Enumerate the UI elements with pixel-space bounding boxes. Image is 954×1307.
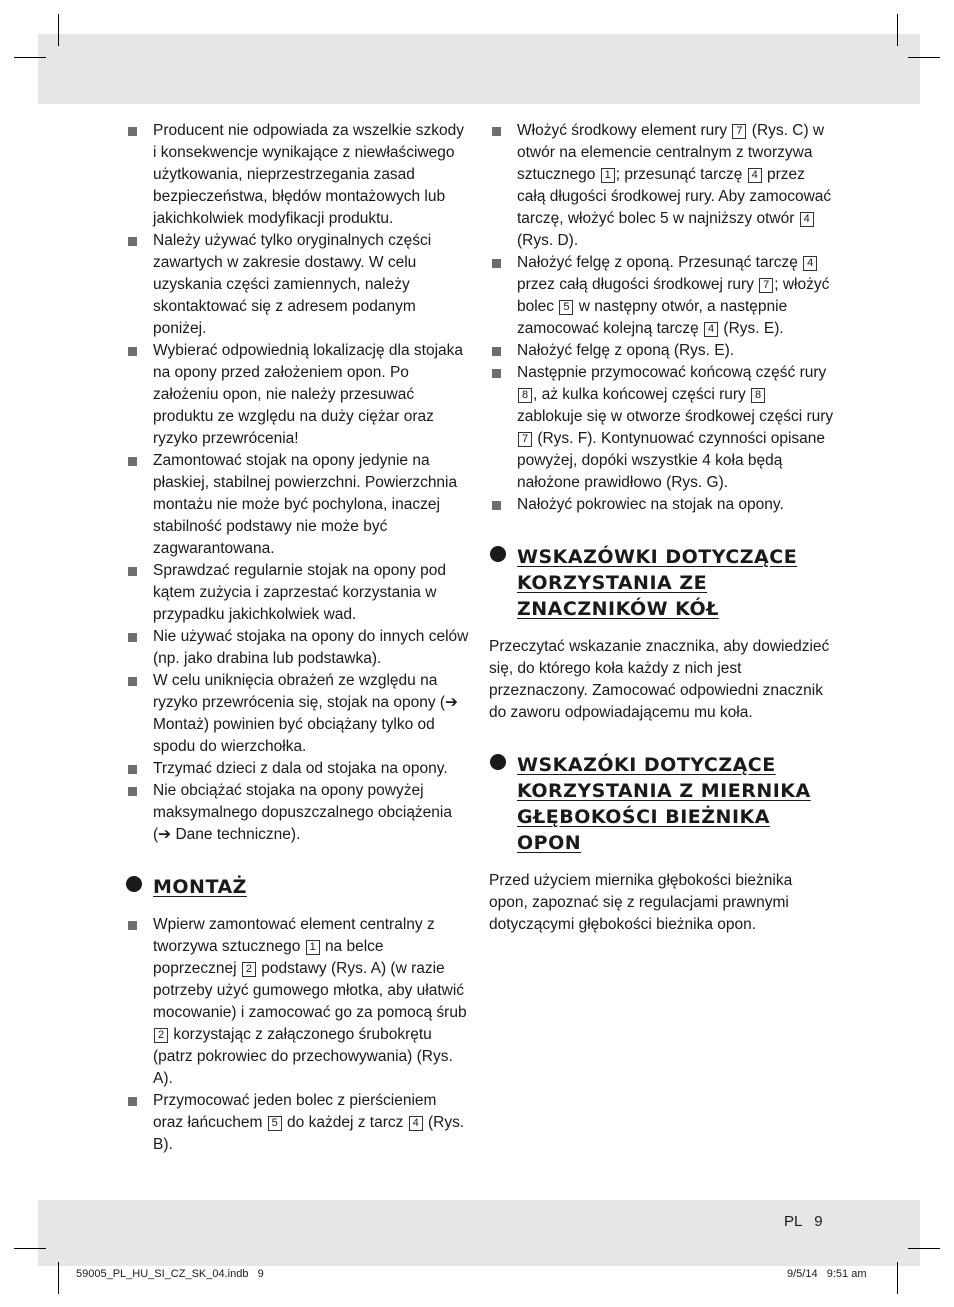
part-number-badge: 4 bbox=[748, 168, 762, 183]
right-column bbox=[489, 120, 834, 936]
bullet-square-icon bbox=[128, 567, 137, 576]
left-column bbox=[125, 120, 470, 1156]
bullet-square-icon bbox=[492, 259, 501, 268]
bullet-square-icon bbox=[128, 633, 137, 642]
part-number-badge: 5 bbox=[559, 300, 573, 315]
part-number-badge: 2 bbox=[242, 962, 256, 977]
part-number-badge: 8 bbox=[751, 388, 765, 403]
list-item: W celu uniknięcia obrażeń ze względu na ryzyko przewrócenia się, stojak na opony (➔ Montaż) powinien być obciążany tylko od spodu do wierzchołka. bbox=[125, 670, 470, 758]
part-number-badge: 4 bbox=[409, 1116, 423, 1131]
list-item: Zamontować stojak na opony jedynie na płaskiej, stabilnej powierzchni. Powierzchnia montażu nie może być pochylona, inaczej stabilność podstawy nie może być zagwarantowana. bbox=[125, 450, 470, 560]
bullet-square-icon bbox=[492, 501, 501, 510]
bullet-square-icon bbox=[492, 347, 501, 356]
part-number-badge: 4 bbox=[800, 212, 814, 227]
bullet-dot-icon bbox=[126, 876, 142, 892]
paragraph: Przeczytać wskazanie znacznika, aby dowiedzieć się, do którego koła każdy z nich jest przeznaczony. Zamocować odpowiedni znacznik do zaworu odpowiadającemu mu koła. bbox=[489, 638, 830, 721]
bullet-square-icon bbox=[492, 369, 501, 378]
bullet-square-icon bbox=[128, 237, 137, 246]
list-item: Producent nie odpowiada za wszelkie szkody i konsekwencje wynikające z niewłaściwego użytkowania, nieprzestrzegania zasad bezpieczeństwa, błędów montażowych lub jakichkolwiek modyfikacji produktu. bbox=[125, 120, 470, 230]
part-number-badge: 4 bbox=[803, 256, 817, 271]
section-heading-wheel-markers: WSKAZÓWKI DOTYCZĄCE KORZYSTANIA ZE ZNACZNIKÓW KÓŁ bbox=[489, 544, 834, 622]
crop-mark bbox=[897, 14, 898, 46]
crop-mark bbox=[908, 57, 940, 58]
list-item: Nałożyć felgę z oponą (Rys. E). bbox=[489, 340, 834, 362]
list-item: Nie używać stojaka na opony do innych celów (np. jako drabina lub podstawka). bbox=[125, 626, 470, 670]
bullet-dot-icon bbox=[490, 546, 506, 562]
crop-mark bbox=[14, 1248, 46, 1249]
list-item: Należy używać tylko oryginalnych części zawartych w zakresie dostawy. W celu uzyskania części zamiennych, należy skontaktować się z adresem podanym poniżej. bbox=[125, 230, 470, 340]
list-item: Sprawdzać regularnie stojak na opony pod kątem zużycia i zaprzestać korzystania w przypadku jakichkolwiek wad. bbox=[125, 560, 470, 626]
crop-mark bbox=[58, 14, 59, 46]
section-heading-montaz: MONTAŻ bbox=[125, 874, 470, 900]
part-number-badge: 2 bbox=[154, 1028, 168, 1043]
bullet-square-icon bbox=[128, 677, 137, 686]
part-number-badge: 7 bbox=[759, 278, 773, 293]
crop-mark bbox=[58, 1262, 59, 1294]
bullet-square-icon bbox=[128, 347, 137, 356]
part-number-badge: 4 bbox=[704, 322, 718, 337]
footer-datetime: 9/5/14 9:51 am bbox=[787, 1268, 867, 1280]
footer-filename: 59005_PL_HU_SI_CZ_SK_04.indb 9 bbox=[76, 1268, 264, 1280]
part-number-badge: 8 bbox=[518, 388, 532, 403]
part-number-badge: 1 bbox=[601, 168, 615, 183]
list-item: Przymocować jeden bolec z pierścieniem oraz łańcuchem 5 do każdej z tarcz 4 (Rys. B). bbox=[125, 1090, 470, 1156]
bullet-square-icon bbox=[128, 921, 137, 930]
crop-mark bbox=[908, 1248, 940, 1249]
section-heading-tread-gauge: WSKAZÓKI DOTYCZĄCE KORZYSTANIA Z MIERNIKA GŁĘBOKOŚCI BIEŻNIKA OPON bbox=[489, 752, 834, 856]
part-number-badge: 1 bbox=[306, 940, 320, 955]
bullet-dot-icon bbox=[490, 754, 506, 770]
list-item: Wpierw zamontować element centralny z tworzywa sztucznego 1 na belce poprzecznej 2 podstawy (Rys. A) (w razie potrzeby użyć gumowego młotka, aby ułatwić mocowanie) i zamocować go za pomocą śrub 2 korzystając z załączonego śrubokrętu (patrz pokrowiec do przechowywania) (Rys. A). bbox=[125, 914, 470, 1090]
part-number-badge: 7 bbox=[732, 124, 746, 139]
list-item: Następnie przymocować końcową część rury 8 , aż kulka końcowej części rury 8 zablokuje się w otworze środkowej części rury 7 (Rys. F). Kontynuować czynności opisane powyżej, dopóki wszystkie 4 koła będą nałożone prawidłowo (Rys. G). bbox=[489, 362, 834, 494]
crop-mark bbox=[14, 57, 46, 58]
header-band bbox=[38, 34, 920, 104]
bullet-square-icon bbox=[492, 127, 501, 136]
bullet-square-icon bbox=[128, 1097, 137, 1106]
list-item: Trzymać dzieci z dala od stojaka na opony. bbox=[125, 758, 470, 780]
page-number: PL 9 bbox=[784, 1213, 823, 1230]
crop-mark bbox=[897, 1262, 898, 1294]
list-item: Nałożyć pokrowiec na stojak na opony. bbox=[489, 494, 834, 516]
bullet-square-icon bbox=[128, 127, 137, 136]
bullet-square-icon bbox=[128, 765, 137, 774]
part-number-badge: 7 bbox=[518, 432, 532, 447]
list-item: Nie obciążać stojaka na opony powyżej maksymalnego dopuszczalnego obciążenia (➔ Dane techniczne). bbox=[125, 780, 470, 846]
part-number-badge: 5 bbox=[268, 1116, 282, 1131]
list-item: Włożyć środkowy element rury 7 (Rys. C) w otwór na elemencie centralnym z tworzywa sztucznego 1 ; przesunąć tarczę 4 przez całą długości środkowej rury. Aby zamocować tarczę, włożyć bolec 5 w najniższy otwór 4 (Rys. D). bbox=[489, 120, 834, 252]
bullet-square-icon bbox=[128, 457, 137, 466]
list-item: Wybierać odpowiednią lokalizację dla stojaka na opony przed założeniem opon. Po założeniu opon, nie należy przesuwać produktu ze względu na duży ciężar oraz ryzyko przewrócenia! bbox=[125, 340, 470, 450]
footer-band bbox=[38, 1200, 920, 1266]
list-item: Nałożyć felgę z oponą. Przesunąć tarczę 4 przez całą długości środkowej rury 7 ; włożyć bolec 5 w następny otwór, a następnie zamocować kolejną tarczę 4 (Rys. E). bbox=[489, 252, 834, 340]
bullet-square-icon bbox=[128, 787, 137, 796]
paragraph: Przed użyciem miernika głębokości bieżnika opon, zapoznać się z regulacjami prawnymi dotyczącymi głębokości bieżnika opon. bbox=[489, 872, 793, 933]
